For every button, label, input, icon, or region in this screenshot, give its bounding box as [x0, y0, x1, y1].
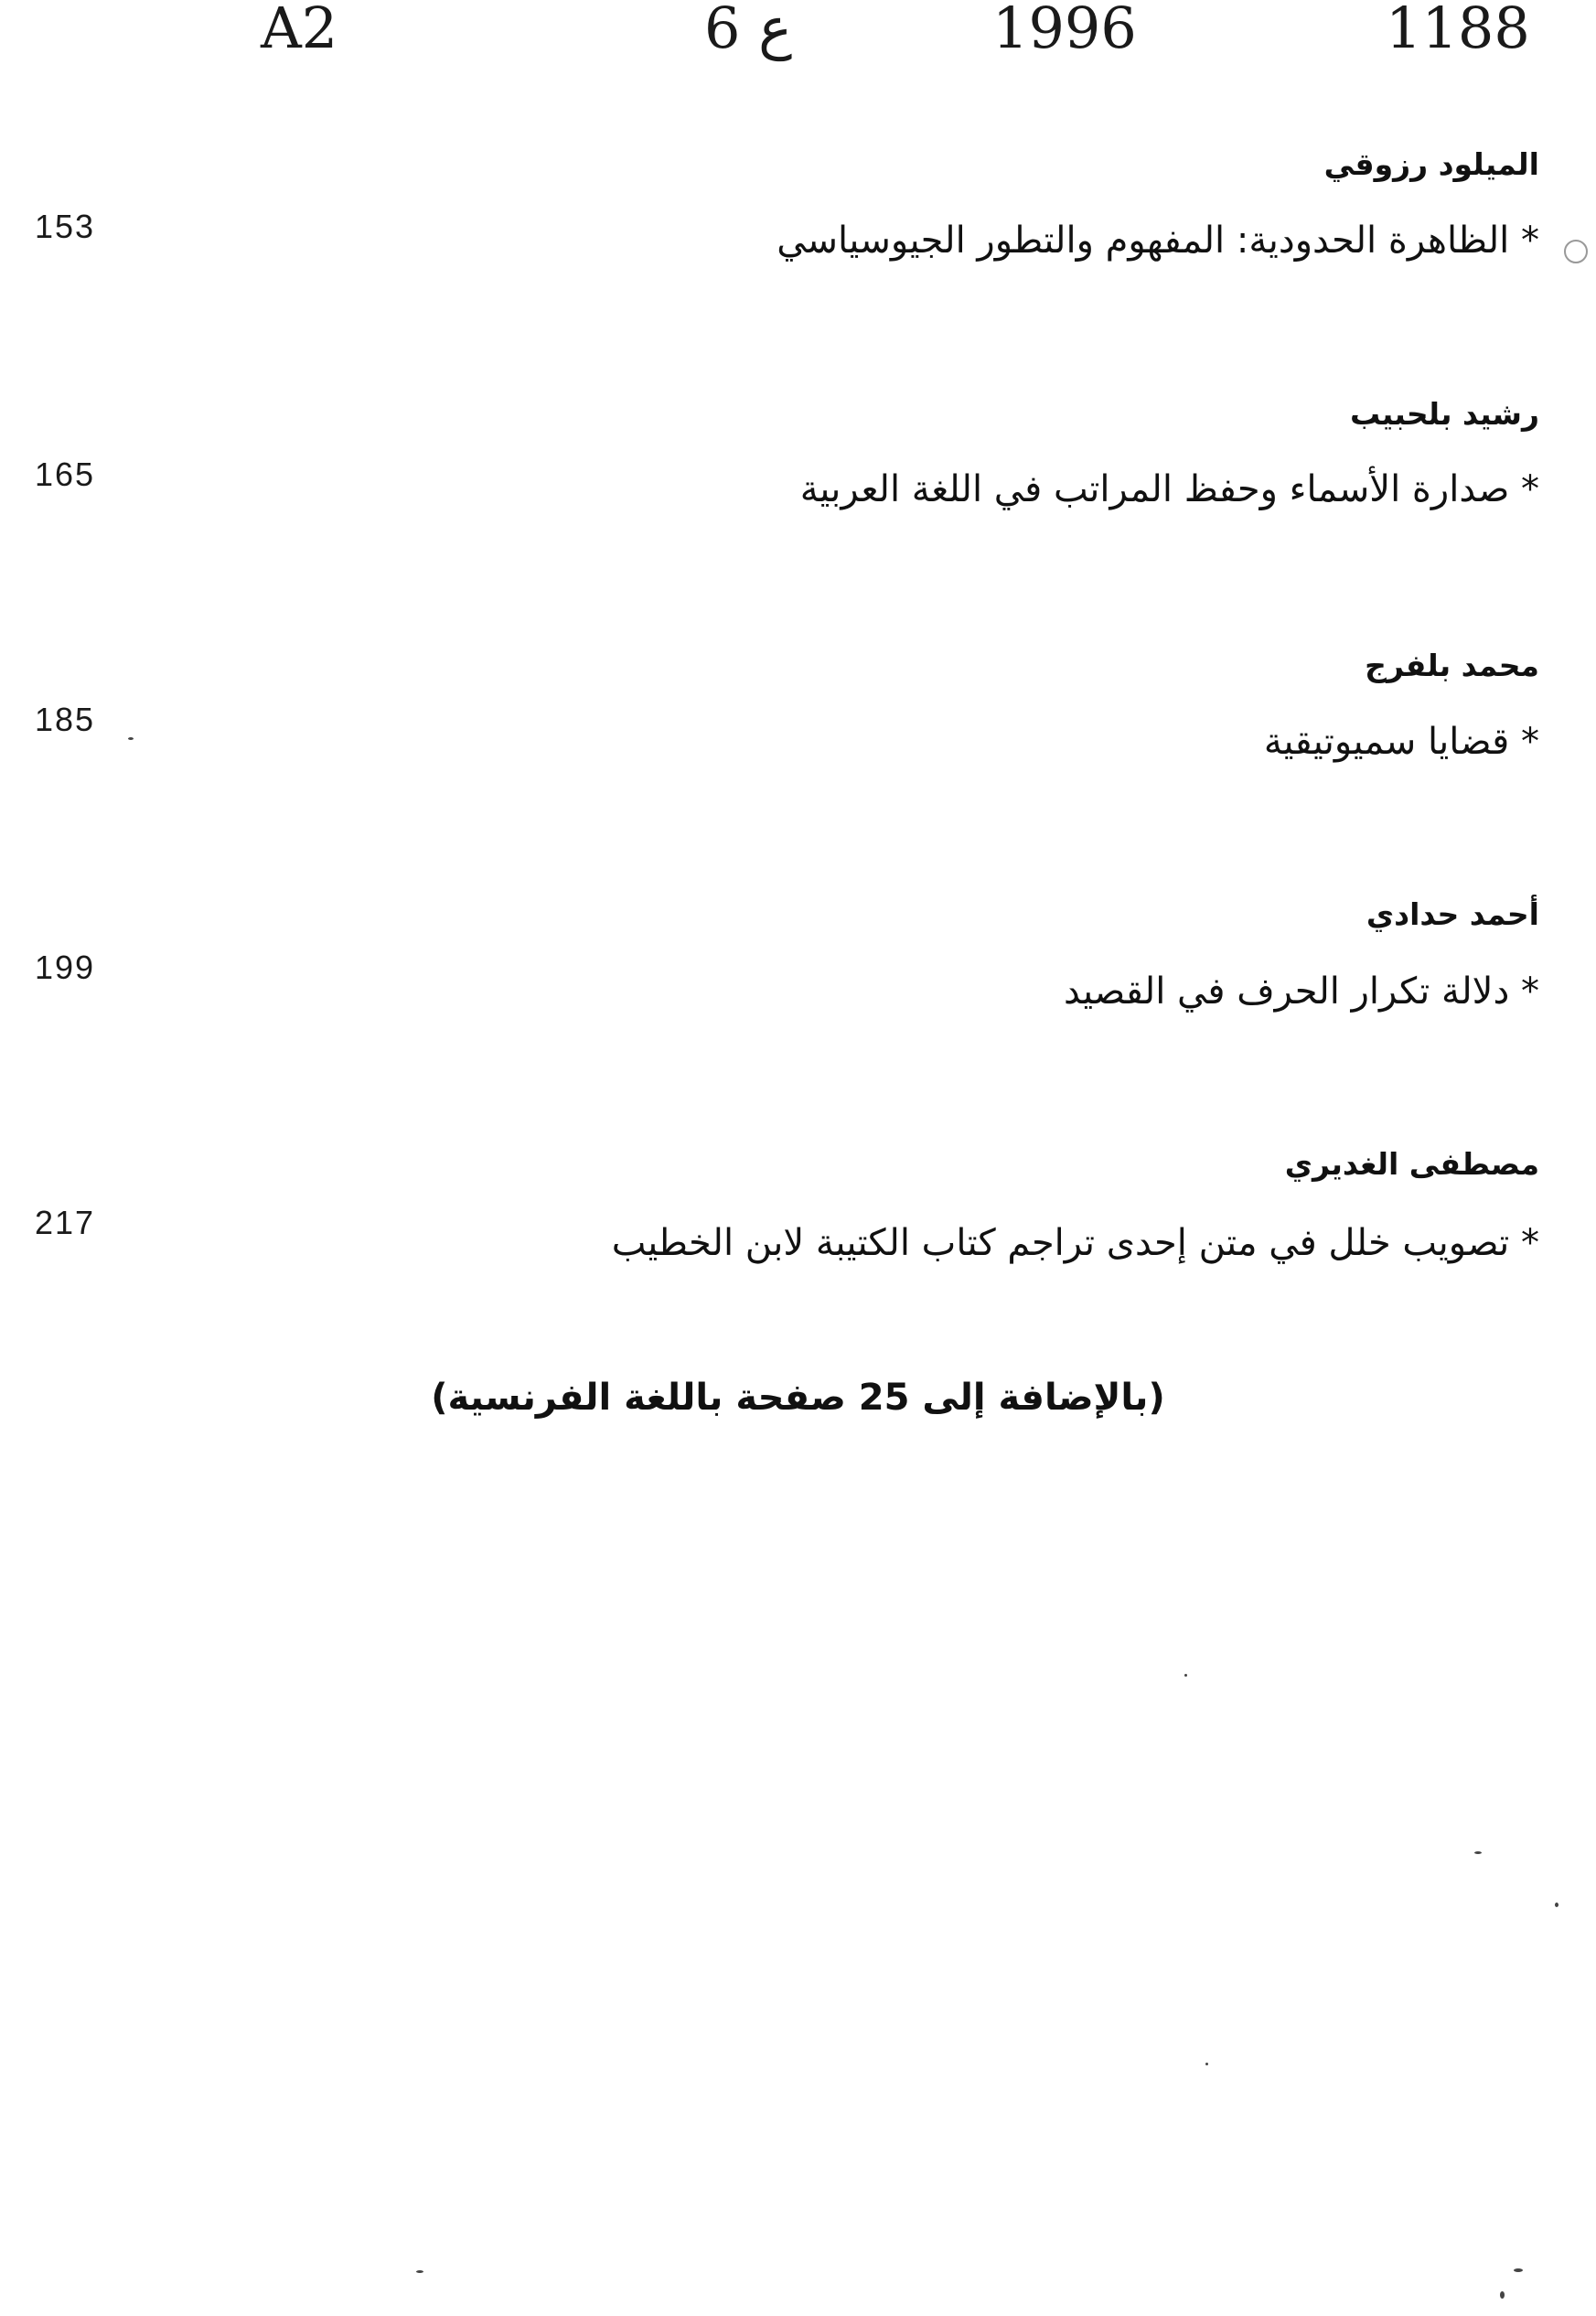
scan-speck: [1205, 2063, 1208, 2065]
entry-page-number: 165: [35, 456, 96, 493]
handwritten-annotation-year: 1996: [992, 0, 1137, 61]
scan-speck: [416, 2270, 423, 2273]
scan-speck: [1184, 1674, 1187, 1677]
scan-speck: [1474, 1851, 1482, 1854]
entry-page-number: 185: [35, 701, 96, 738]
entry-page-number: 153: [35, 208, 96, 245]
entry-author: الميلود رزوقي: [1323, 146, 1539, 182]
scan-speck: [128, 737, 134, 740]
entry-author: أحمد حدادي: [1366, 896, 1539, 932]
entry-title: * دلالة تكرار الحرف في القصيد: [1064, 970, 1539, 1013]
scan-speck: [1555, 1903, 1559, 1907]
handwritten-annotation-volume: 6 ع: [704, 0, 793, 61]
entry-title: * تصويب خلل في متن إحدى تراجم كتاب الكتيبة لابن الخطيب: [611, 1222, 1539, 1264]
entry-page-number: 199: [35, 949, 96, 986]
entry-title: * الظاهرة الحدودية: المفهوم والتطور الجيوسياسي: [777, 220, 1539, 262]
handwritten-annotation-number: 1188: [1386, 0, 1530, 61]
entry-title: * صدارة الأسماء وحفظ المراتب في اللغة العربية: [799, 468, 1539, 510]
handwritten-annotation-a2: A2: [261, 0, 338, 61]
entry-author: رشيد بلحبيب: [1350, 396, 1539, 432]
entry-title: * قضايا سميوتيقية: [1263, 721, 1539, 763]
entry-author: مصطفى الغديري: [1284, 1146, 1539, 1182]
entry-page-number: 217: [35, 1204, 96, 1241]
scan-speck: [1500, 2291, 1505, 2299]
entry-author: محمد بلفرج: [1365, 648, 1539, 683]
scan-speck: [1514, 2268, 1523, 2272]
margin-mark: [1564, 240, 1588, 263]
french-pages-note: (بالإضافة إلى 25 صفحة باللغة الفرنسية): [431, 1377, 1165, 1419]
